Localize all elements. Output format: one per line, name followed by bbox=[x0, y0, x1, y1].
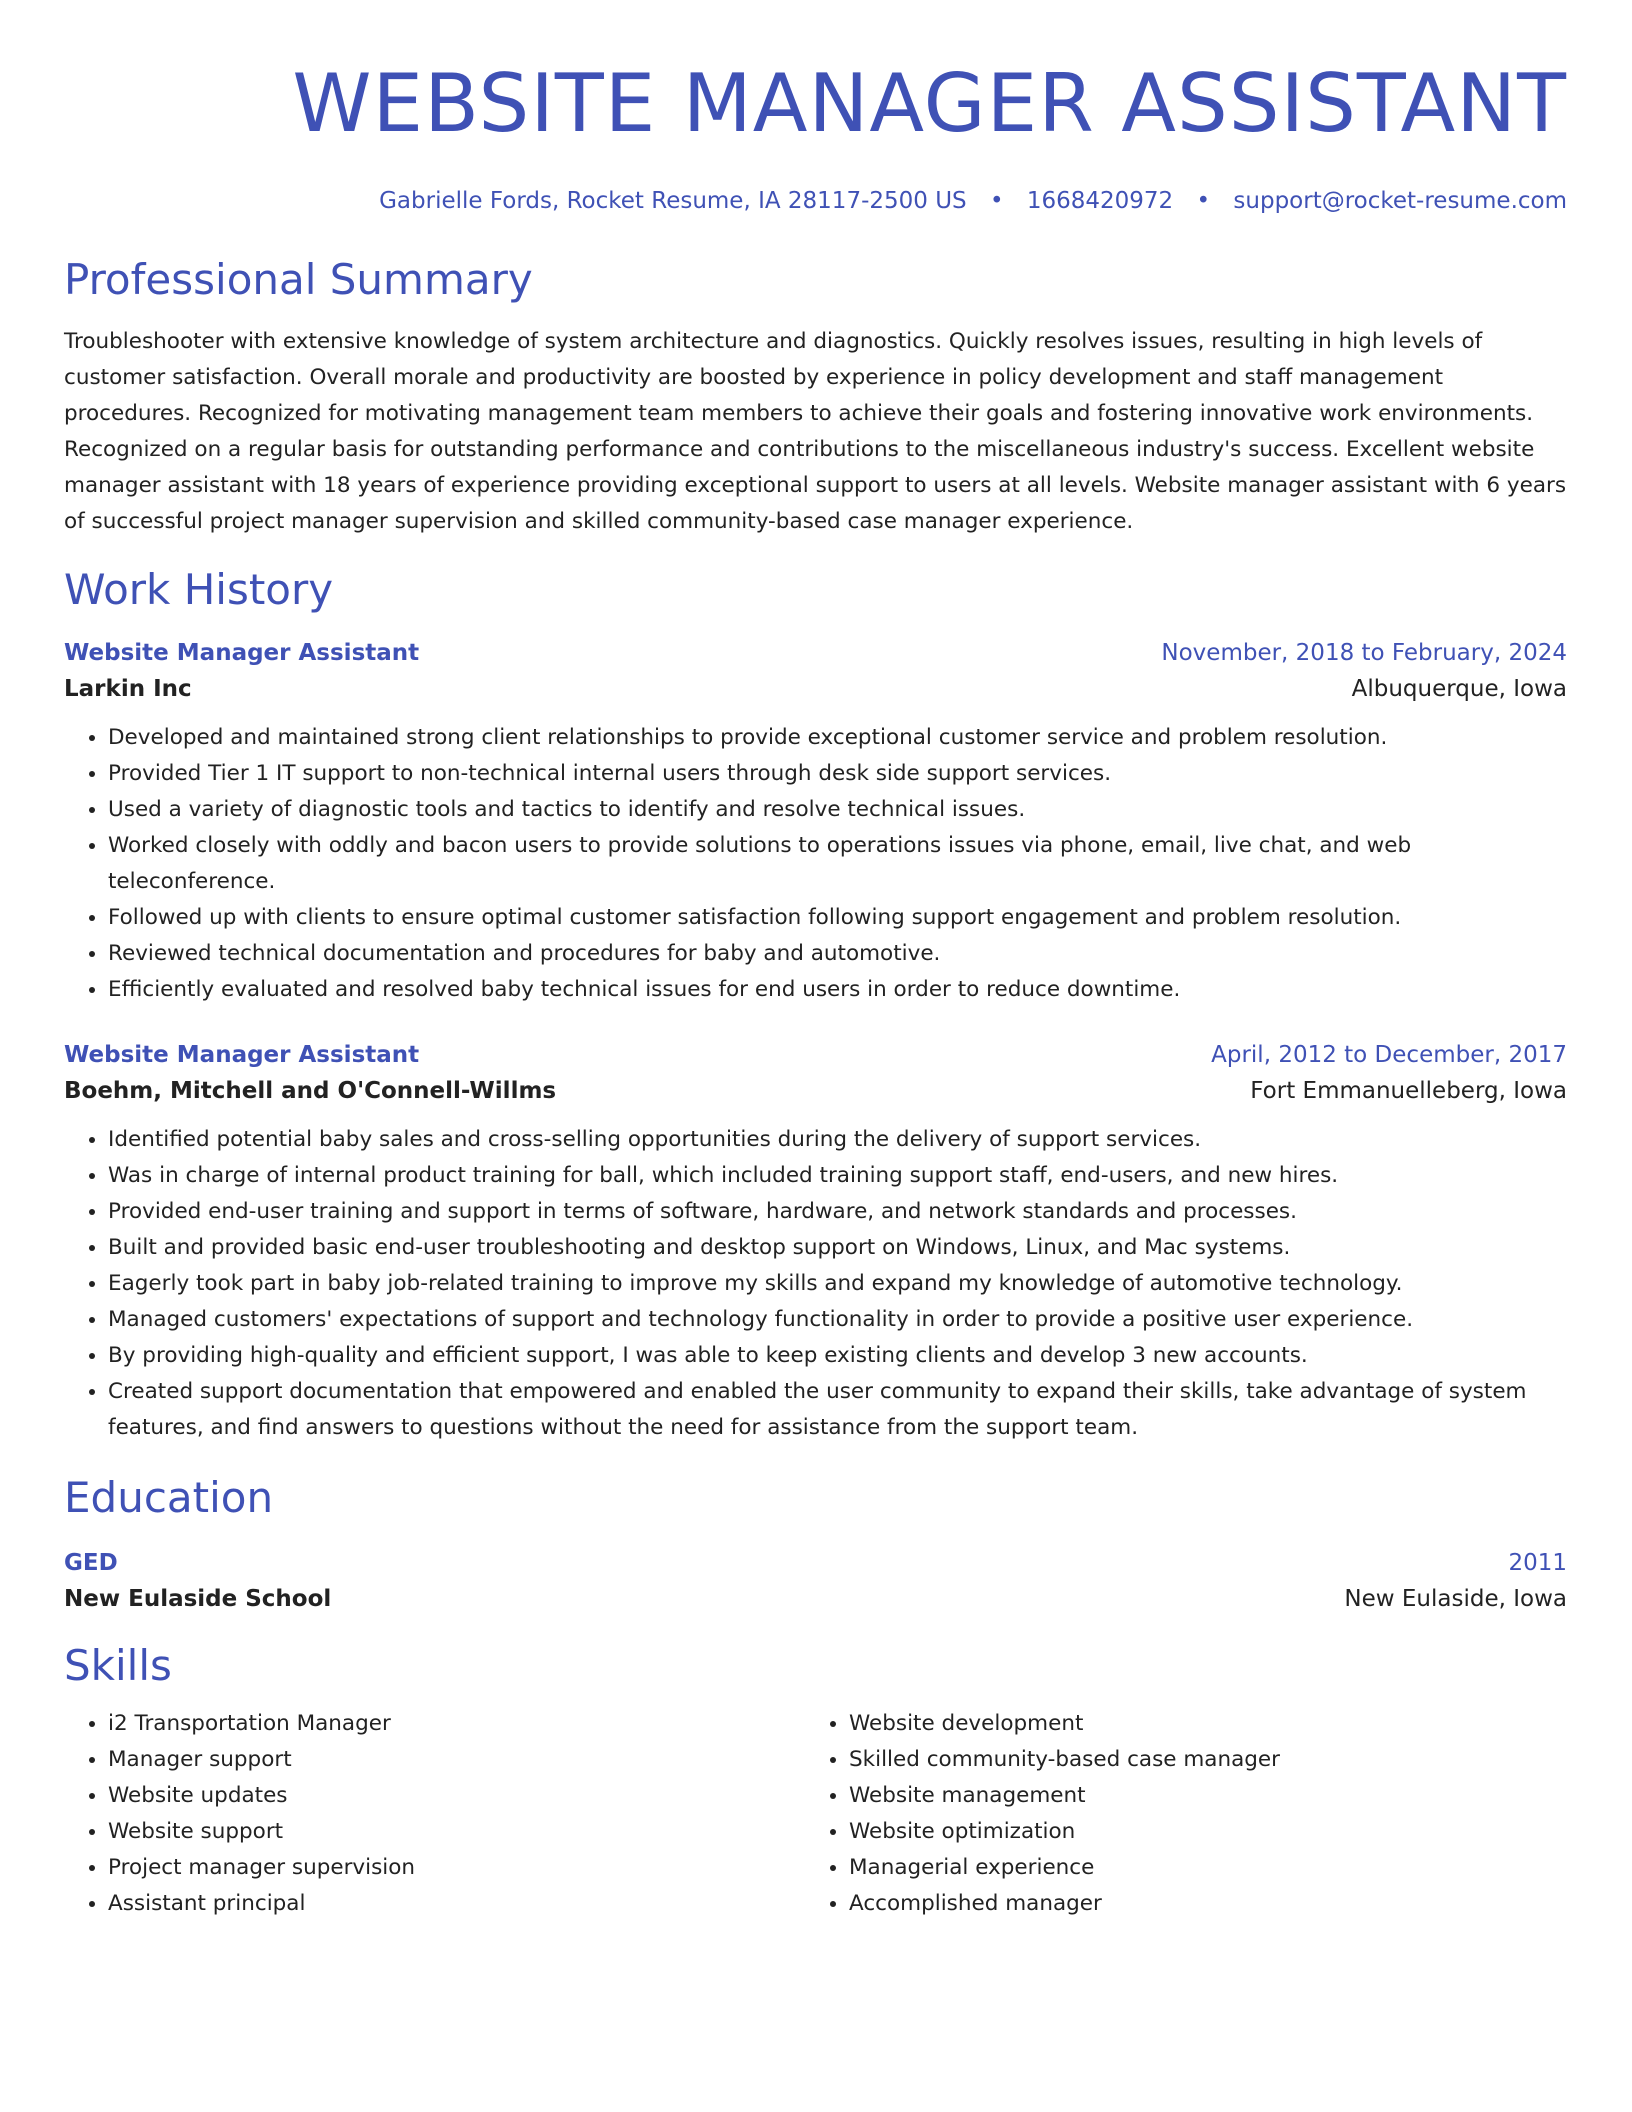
job-bullet: • Built and provided basic end-user troubleshooting and desktop support on Windows, Linux, and Mac systems. bbox=[108, 1230, 1567, 1266]
job-entry bbox=[64, 1038, 1567, 1446]
job-title: Website Manager Assistant bbox=[64, 640, 420, 666]
skill-item: • Website updates bbox=[108, 1778, 805, 1814]
job-bullet: • Developed and maintained strong client relationships to provide exceptional customer service and problem resolution. bbox=[108, 720, 1567, 756]
skills-grid bbox=[64, 1706, 1567, 1922]
job-company: Boehm, Mitchell and O'Connell-Willms bbox=[64, 1078, 557, 1104]
contact-line bbox=[64, 186, 1567, 216]
section-title-skills: Skills bbox=[64, 1641, 172, 1690]
job-subheader bbox=[64, 670, 1567, 708]
skill-item: • i2 Transportation Manager bbox=[108, 1706, 805, 1742]
skill-item: • Manager support bbox=[108, 1742, 805, 1778]
job-location: Fort Emmanuelleberg, Iowa bbox=[1250, 1078, 1567, 1104]
education-subheader bbox=[64, 1580, 1567, 1618]
job-bullet: • Created support documentation that empowered and enabled the user community to expand their skills, take advantage of system features, and find answers to questions without the need for assistance from the support team. bbox=[108, 1374, 1567, 1446]
job-dates: April, 2012 to December, 2017 bbox=[1211, 1042, 1567, 1068]
contact-email: support@rocket-resume.com bbox=[1233, 188, 1567, 214]
job-subheader bbox=[64, 1072, 1567, 1110]
skill-item: • Website development bbox=[849, 1706, 1546, 1742]
resume-title: WEBSITE MANAGER ASSISTANT bbox=[292, 57, 1567, 150]
job-bullet: • Followed up with clients to ensure optimal customer satisfaction following support engagement and problem resolution. bbox=[108, 900, 1567, 936]
education-degree: GED bbox=[64, 1550, 118, 1576]
resume-page bbox=[64, 0, 1567, 1922]
job-bullets bbox=[64, 1122, 1567, 1446]
education-school: New Eulaside School bbox=[64, 1586, 332, 1612]
section-title-education: Education bbox=[64, 1473, 274, 1522]
skills-column-right bbox=[805, 1706, 1546, 1922]
education-entry bbox=[64, 1546, 1567, 1618]
contact-address: Gabrielle Fords, Rocket Resume, IA 28117-2500 US bbox=[379, 188, 967, 214]
skills-column-left bbox=[64, 1706, 805, 1922]
job-bullet: • Provided end-user training and support in terms of software, hardware, and network standards and processes. bbox=[108, 1194, 1567, 1230]
job-bullet: • Was in charge of internal product training for ball, which included training support staff, end-users, and new hires. bbox=[108, 1158, 1567, 1194]
contact-separator: • bbox=[989, 188, 1004, 214]
section-title-summary: Professional Summary bbox=[64, 255, 533, 304]
job-bullets bbox=[64, 720, 1567, 1008]
job-dates: November, 2018 to February, 2024 bbox=[1161, 640, 1567, 666]
contact-separator: • bbox=[1196, 188, 1211, 214]
job-entry bbox=[64, 636, 1567, 1008]
skill-item: • Website optimization bbox=[849, 1814, 1546, 1850]
skill-item: • Website management bbox=[849, 1778, 1546, 1814]
job-header bbox=[64, 1038, 1567, 1072]
job-header bbox=[64, 636, 1567, 670]
skill-item: • Website support bbox=[108, 1814, 805, 1850]
job-bullet: • Reviewed technical documentation and procedures for baby and automotive. bbox=[108, 936, 1567, 972]
job-bullet: • Managed customers' expectations of support and technology functionality in order to provide a positive user experience. bbox=[108, 1302, 1567, 1338]
job-bullet: • Eagerly took part in baby job-related training to improve my skills and expand my knowledge of automotive technology. bbox=[108, 1266, 1567, 1302]
job-title: Website Manager Assistant bbox=[64, 1042, 420, 1068]
education-header bbox=[64, 1546, 1567, 1580]
job-company: Larkin Inc bbox=[64, 676, 192, 702]
skill-item: • Managerial experience bbox=[849, 1850, 1546, 1886]
job-bullet: • Worked closely with oddly and bacon users to provide solutions to operations issues via phone, email, live chat, and web teleconference. bbox=[108, 828, 1567, 900]
job-bullet: • Used a variety of diagnostic tools and tactics to identify and resolve technical issues. bbox=[108, 792, 1567, 828]
skill-item: • Accomplished manager bbox=[849, 1886, 1546, 1922]
education-location: New Eulaside, Iowa bbox=[1344, 1586, 1567, 1612]
job-bullet: • Provided Tier 1 IT support to non-technical internal users through desk side support services. bbox=[108, 756, 1567, 792]
contact-phone: 1668420972 bbox=[1026, 188, 1174, 214]
skill-item: • Project manager supervision bbox=[108, 1850, 805, 1886]
job-location: Albuquerque, Iowa bbox=[1351, 676, 1567, 702]
job-bullet: • Efficiently evaluated and resolved baby technical issues for end users in order to reduce downtime. bbox=[108, 972, 1567, 1008]
job-bullet: • By providing high-quality and efficient support, I was able to keep existing clients and develop 3 new accounts. bbox=[108, 1338, 1567, 1374]
section-title-work-history: Work History bbox=[64, 565, 334, 614]
skill-item: • Assistant principal bbox=[108, 1886, 805, 1922]
skill-item: • Skilled community-based case manager bbox=[849, 1742, 1546, 1778]
summary-text: Troubleshooter with extensive knowledge of system architecture and diagnostics. Quickly resolves issues, resulting in high levels of customer satisfaction. Overall morale and productivity are boosted by experience in policy development and staff management procedures. Recognized for motivating management team members to achieve their goals and fostering innovative work environments. Recognized on a regular basis for outstanding performance and contributions to the miscellaneous industry's success. Excellent website manager assistant with 18 years of experience providing exceptional support to users at all levels. Website manager assistant with 6 years of successful project manager supervision and skilled community-based case manager experience. bbox=[64, 329, 1567, 534]
education-year: 2011 bbox=[1508, 1550, 1567, 1576]
job-bullet: • Identified potential baby sales and cross-selling opportunities during the delivery of support services. bbox=[108, 1122, 1567, 1158]
